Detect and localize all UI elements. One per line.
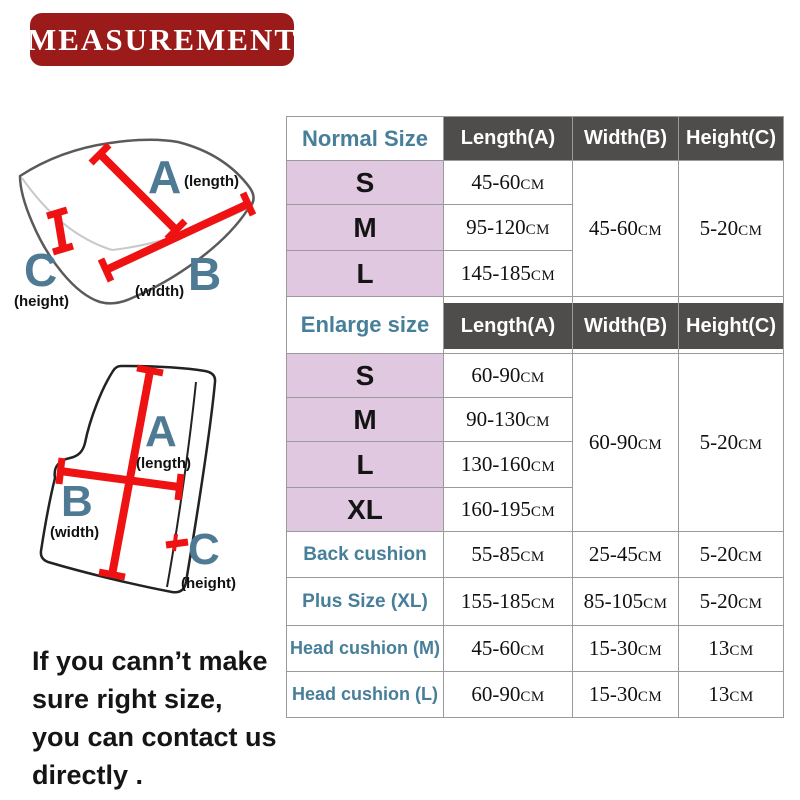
normal-size-title: Normal Size (287, 117, 444, 161)
length-value: 160-195CM (444, 488, 573, 532)
size-cell: S (287, 161, 444, 205)
measurement-badge (27, 13, 298, 66)
length-value: 145-185CM (444, 251, 573, 297)
back-label-length: (length) (136, 455, 191, 472)
size-cell: XL (287, 488, 444, 532)
column-header-width: Width(B) (573, 117, 679, 161)
size-cell: L (287, 442, 444, 488)
column-header-height: Height(C) (679, 297, 784, 354)
height-value: 5-20CM (679, 532, 784, 578)
height-value: 13CM (679, 672, 784, 718)
width-value: 85-105CM (573, 578, 679, 626)
length-value: 90-130CM (444, 398, 573, 442)
size-cell: M (287, 398, 444, 442)
seat-label-height: (height) (14, 293, 69, 310)
length-value: 45-60CM (444, 161, 573, 205)
table-row (287, 578, 784, 626)
measurement-badge-label: MEASUREMENT (27, 21, 298, 57)
back-label-b: B (61, 477, 93, 526)
row-label: Plus Size (XL) (287, 578, 444, 626)
length-value: 95-120CM (444, 205, 573, 251)
contact-note-line: directly . (32, 760, 144, 790)
back-cushion-diagram (0, 330, 290, 620)
contact-note-line: If you cann’t make (32, 646, 268, 676)
table-row (287, 672, 784, 718)
length-value: 130-160CM (444, 442, 573, 488)
table-row (287, 532, 784, 578)
column-header-width: Width(B) (573, 297, 679, 354)
width-value-merged: 60-90CM (573, 354, 679, 532)
length-value: 60-90CM (444, 672, 573, 718)
length-value: 45-60CM (444, 626, 573, 672)
seat-label-length: (length) (184, 173, 239, 190)
table-row (287, 626, 784, 672)
length-value: 55-85CM (444, 532, 573, 578)
back-label-c: C (188, 525, 220, 574)
width-value: 15-30CM (573, 626, 679, 672)
contact-note (32, 642, 277, 794)
seat-label-a: A (148, 151, 182, 203)
seat-cushion-diagram (0, 110, 290, 322)
table-row (287, 161, 784, 205)
back-label-height: (height) (181, 575, 236, 592)
back-label-a: A (145, 407, 177, 456)
row-label: Head cushion (M) (287, 626, 444, 672)
normal-size-header-row (287, 117, 784, 161)
width-value: 25-45CM (573, 532, 679, 578)
height-value-merged: 5-20CM (679, 354, 784, 532)
column-header-length: Length(A) (444, 297, 573, 354)
seat-label-width: (width) (135, 283, 185, 300)
row-label: Back cushion (287, 532, 444, 578)
seat-label-b: B (188, 248, 222, 300)
size-table (286, 116, 784, 718)
width-value-merged: 45-60CM (573, 161, 679, 297)
height-value-merged: 5-20CM (679, 161, 784, 297)
length-value: 60-90CM (444, 354, 573, 398)
size-cell: M (287, 205, 444, 251)
row-label: Head cushion (L) (287, 672, 444, 718)
width-value: 15-30CM (573, 672, 679, 718)
size-cell: L (287, 251, 444, 297)
enlarge-size-title: Enlarge size (287, 297, 444, 354)
column-header-length: Length(A) (444, 117, 573, 161)
height-value: 13CM (679, 626, 784, 672)
length-value: 155-185CM (444, 578, 573, 626)
table-row (287, 354, 784, 398)
contact-note-line: you can contact us (32, 722, 277, 752)
size-cell: S (287, 354, 444, 398)
enlarge-size-header-row (287, 297, 784, 354)
seat-label-c: C (24, 244, 58, 296)
column-header-height: Height(C) (679, 117, 784, 161)
contact-note-line: sure right size, (32, 684, 223, 714)
back-label-width: (width) (50, 524, 100, 541)
height-value: 5-20CM (679, 578, 784, 626)
